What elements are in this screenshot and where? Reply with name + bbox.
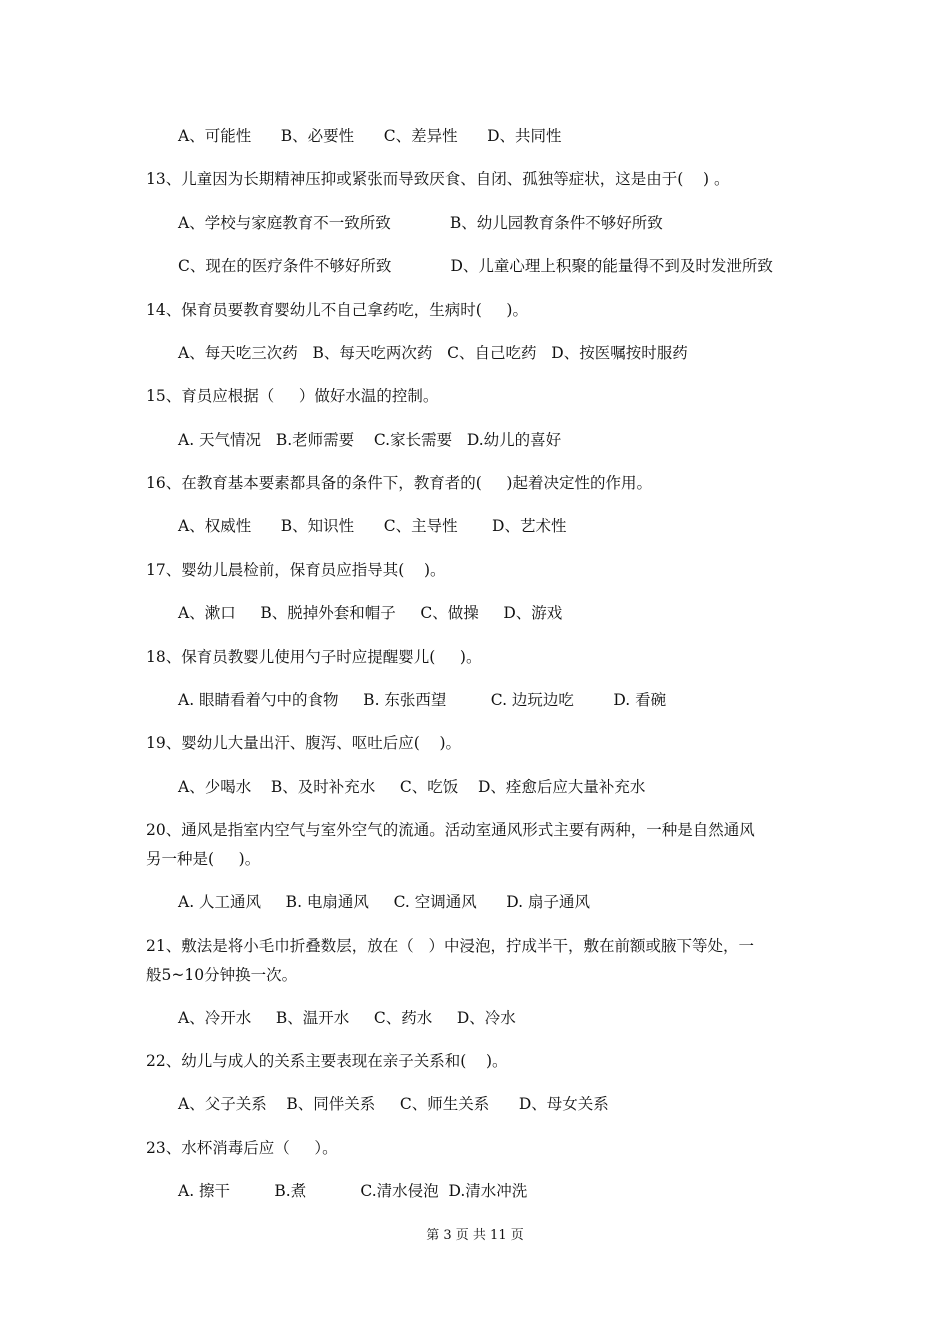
- q21-stem-line2: 般5~10分钟换一次。: [146, 966, 298, 984]
- q12-options: A、可能性 B、必要性 C、差异性 D、共同性: [178, 127, 562, 145]
- q18-stem: 18、保育员教婴儿使用勺子时应提醒婴儿( )。: [146, 648, 482, 666]
- q22-stem: 22、幼儿与成人的关系主要表现在亲子关系和( )。: [146, 1052, 508, 1070]
- q20-stem-line1: 20、通风是指室内空气与室外空气的流通。活动室通风形式主要有两种，一种是自然通风: [146, 821, 755, 839]
- q13-stem: 13、儿童因为长期精神压抑或紧张而导致厌食、自闭、孤独等症状，这是由于( ) 。: [146, 170, 730, 188]
- q22-options: A、父子关系 B、同伴关系 C、师生关系 D、母女关系: [178, 1095, 609, 1113]
- q21-options: A、冷开水 B、温开水 C、药水 D、冷水: [178, 1009, 516, 1027]
- q13-options-cd: C、现在的医疗条件不够好所致 D、儿童心理上积聚的能量得不到及时发泄所致: [178, 257, 773, 275]
- q23-options: A. 擦干 B.煮 C.清水侵泡 D.清水冲洗: [178, 1182, 528, 1200]
- q16-options: A、权威性 B、知识性 C、主导性 D、艺术性: [178, 517, 567, 535]
- q19-options: A、少喝水 B、及时补充水 C、吃饭 D、痊愈后应大量补充水: [178, 778, 646, 796]
- q16-stem: 16、在教育基本要素都具备的条件下，教育者的( )起着决定性的作用。: [146, 474, 652, 492]
- q13-options-ab: A、学校与家庭教育不一致所致 B、幼儿园教育条件不够好所致: [178, 214, 663, 232]
- q14-options: A、每天吃三次药 B、每天吃两次药 C、自己吃药 D、按医嘱按时服药: [178, 344, 688, 362]
- q19-stem: 19、婴幼儿大量出汗、腹泻、呕吐后应( )。: [146, 734, 462, 752]
- q15-stem: 15、育员应根据（ ）做好水温的控制。: [146, 387, 439, 405]
- page-footer: 第 3 页 共 11 页: [426, 1228, 524, 1243]
- q18-options: A. 眼睛看着勺中的食物 B. 东张西望 C. 边玩边吃 D. 看碗: [178, 691, 667, 709]
- q20-options: A. 人工通风 B. 电扇通风 C. 空调通风 D. 扇子通风: [178, 893, 591, 911]
- q23-stem: 23、水杯消毒后应（ ）。: [146, 1139, 338, 1157]
- q14-stem: 14、保育员要教育婴幼儿不自己拿药吃，生病时( )。: [146, 301, 528, 319]
- q15-options: A. 天气情况 B.老师需要 C.家长需要 D.幼儿的喜好: [178, 431, 562, 449]
- q17-options: A、漱口 B、脱掉外套和帽子 C、做操 D、游戏: [178, 604, 563, 622]
- q21-stem-line1: 21、敷法是将小毛巾折叠数层，放在（ ）中浸泡，拧成半干，敷在前额或腋下等处，一: [146, 937, 755, 955]
- q17-stem: 17、婴幼儿晨检前，保育员应指导其( )。: [146, 561, 446, 579]
- q20-stem-line2: 另一种是( )。: [146, 850, 261, 868]
